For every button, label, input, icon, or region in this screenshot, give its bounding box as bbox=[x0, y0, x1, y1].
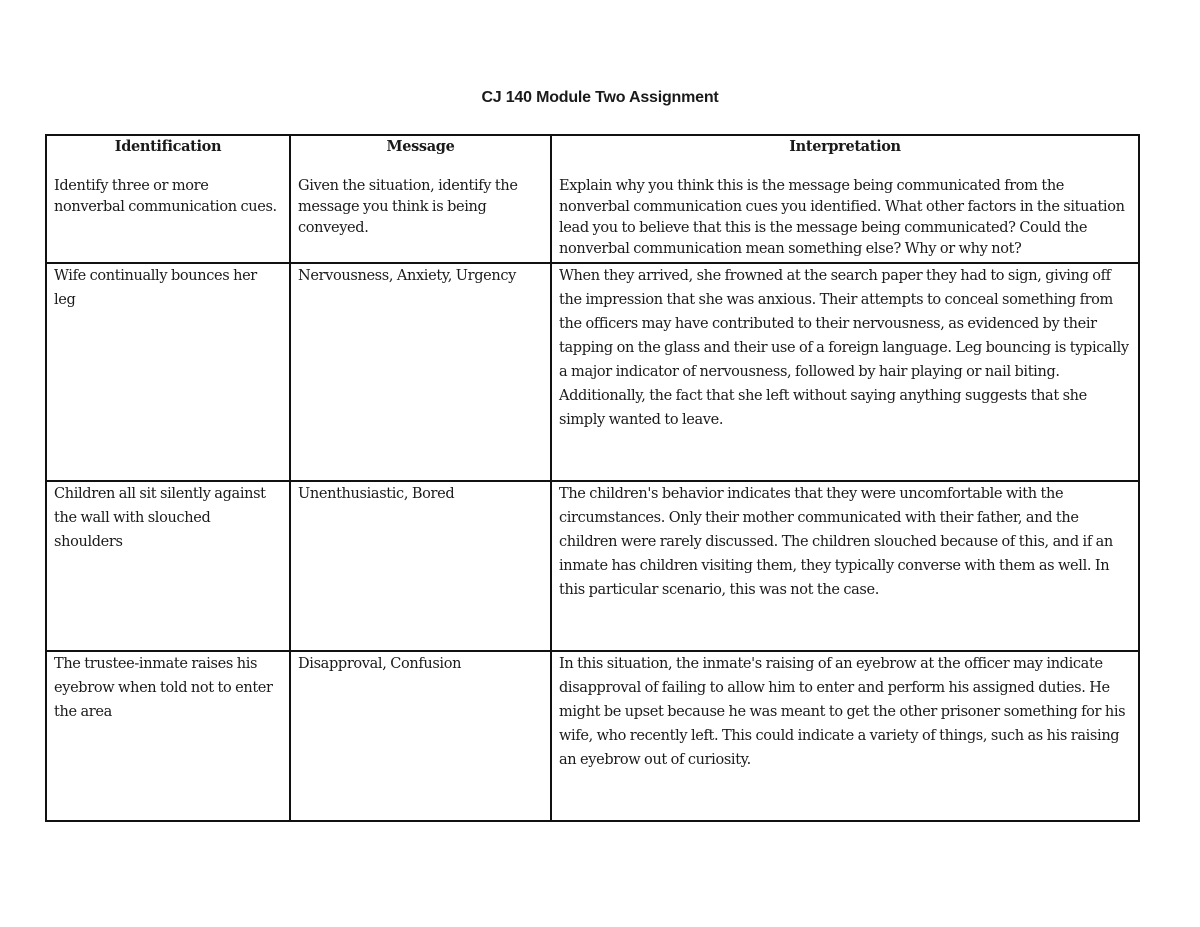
interpretation-cell: When they arrived, she frowned at the search paper they had to sign, giving off the impression that she was anxious. Their attempts to conceal something from the officers may have contributed to their nervousness, as evidenced by their tapping on the glass and their use of a foreign language. Leg bouncing is typically a major indicator of nervousness, followed by hair playing or nail biting. Additionally, the fact that she left without saying anything suggests that she simply wanted to leave. bbox=[551, 263, 1139, 481]
header-cell-identification bbox=[46, 135, 290, 263]
column-header-label: Identification bbox=[114, 138, 222, 155]
table-header-row bbox=[46, 135, 1139, 263]
column-header-description: Identify three or more nonverbal communication cues. bbox=[54, 178, 277, 215]
document-title: CJ 140 Module Two Assignment bbox=[481, 89, 719, 106]
identification-cell: The trustee-inmate raises his eyebrow when told not to enter the area bbox=[46, 651, 290, 821]
message-cell: Nervousness, Anxiety, Urgency bbox=[290, 263, 551, 481]
column-header-label: Interpretation bbox=[789, 138, 901, 155]
column-header-label: Message bbox=[386, 138, 455, 155]
table-row bbox=[46, 263, 1139, 481]
interpretation-cell: In this situation, the inmate's raising of an eyebrow at the officer may indicate disapproval of failing to allow him to enter and perform his assigned duties. He might be upset because he was meant to get the other prisoner something for his wife, who recently left. This could indicate a variety of things, such as his raising an eyebrow out of curiosity. bbox=[551, 651, 1139, 821]
identification-cell: Children all sit silently against the wall with slouched shoulders bbox=[46, 481, 290, 651]
interpretation-cell: The children's behavior indicates that they were uncomfortable with the circumstances. Only their mother communicated with their father, and the children were rarely discussed. The children slouched because of this, and if an inmate has children visiting them, they typically converse with them as well. In this particular scenario, this was not the case. bbox=[551, 481, 1139, 651]
column-header-description: Given the situation, identify the message you think is being conveyed. bbox=[298, 178, 518, 236]
table-row bbox=[46, 481, 1139, 651]
assignment-table bbox=[45, 134, 1140, 822]
header-cell-interpretation bbox=[551, 135, 1139, 263]
message-cell: Unenthusiastic, Bored bbox=[290, 481, 551, 651]
message-cell: Disapproval, Confusion bbox=[290, 651, 551, 821]
column-header-description: Explain why you think this is the message being communicated from the nonverbal communication cues you identified. What other factors in the situation lead you to believe that this is the message being communicated? Could the nonverbal communication mean something else? Why or why not? bbox=[559, 178, 1125, 257]
table-row bbox=[46, 651, 1139, 821]
header-cell-message bbox=[290, 135, 551, 263]
identification-cell: Wife continually bounces her leg bbox=[46, 263, 290, 481]
